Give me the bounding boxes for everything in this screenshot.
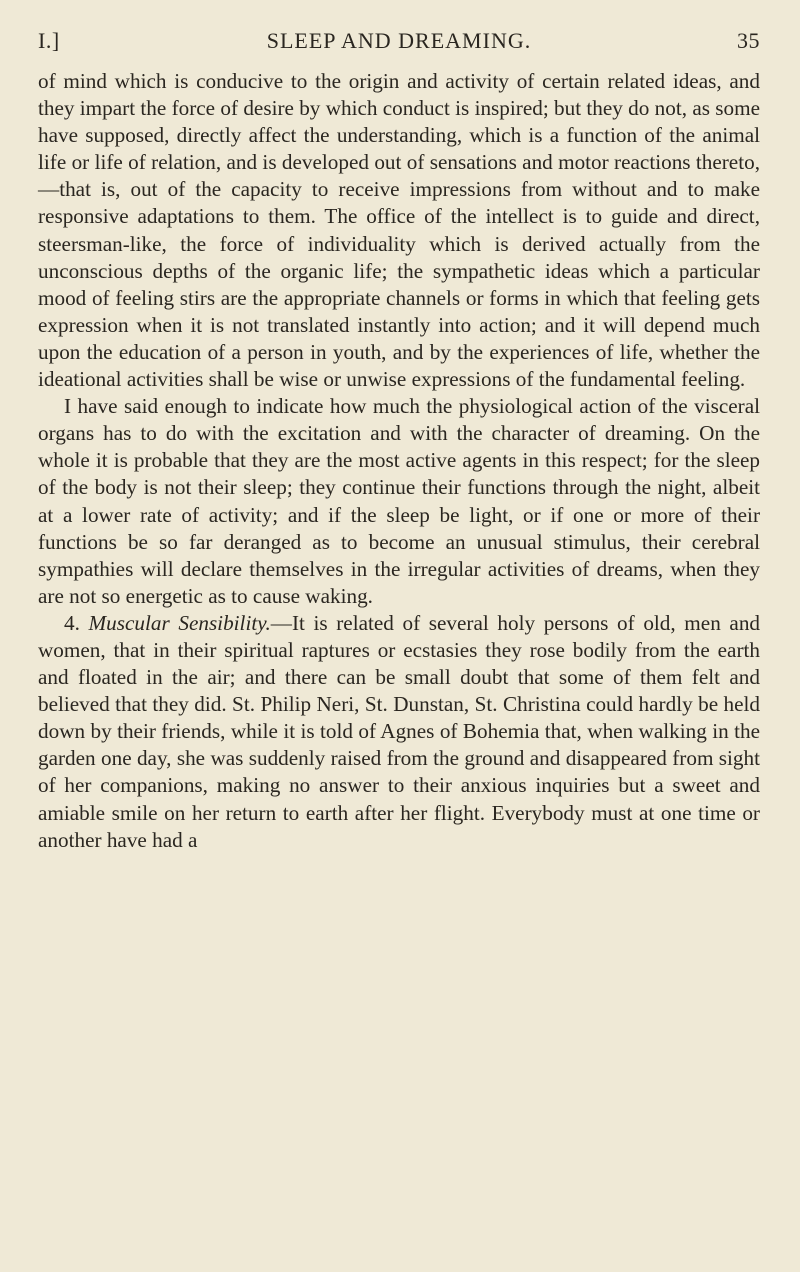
- section-number: 4.: [64, 610, 80, 635]
- section-heading: Muscular Sensibility.: [88, 610, 271, 635]
- running-title: SLEEP AND DREAMING.: [266, 28, 532, 53]
- paragraph-continuation: [38, 68, 760, 393]
- page-number: 35: [737, 28, 760, 53]
- paragraph-text: I have said enough to indicate how much the physiological action of the visceral organs has to do with the excitation and with the character of dreaming. On the whole it is probable that they are the most active agents in this respect; for the sleep of the body is not their sleep; they continue their functions through the night, albeit at a lower rate of activity; and if the sleep be light, or if one or more of their functions be so far deranged as to become an unusual stimulus, their cerebral sympathies will declare themselves in the irregular activities of dreams, when they are not so energetic as to cause waking.: [38, 394, 760, 608]
- paragraph-muscular-sensibility: [38, 610, 760, 854]
- paragraph-visceral-organs: [38, 393, 760, 610]
- running-header: [38, 28, 760, 62]
- chapter-marker: I.]: [38, 28, 60, 53]
- paragraph-text: of mind which is conducive to the origin and activity of certain related ideas, and they impart the force of desire by which conduct is inspired; but they do not, as some have supposed, directly affect the understanding, which is a function of the animal life or life of relation, and is developed out of sensations and motor reactions thereto,—that is, out of the capacity to receive impressions from without and to make responsive adaptations to them. The office of the intellect is to guide and direct, steersman-like, the force of individuality which is derived actually from the unconscious depths of the organic life; the sympathetic ideas which a particular mood of feeling stirs are the appropriate channels or forms in which that feeling gets expression when it is not translated instantly into action; and it will depend much upon the education of a person in youth, and by the experiences of life, whether the ideational activities shall be wise or unwise expressions of the fundamental feeling.: [38, 69, 760, 392]
- paragraph-text: —It is related of several holy persons of old, men and women, that in their spiritual raptures or ecstasies they rose bodily from the earth and floated in the air; and there can be small doubt that some of them felt and believed that they did. St. Philip Neri, St. Dunstan, St. Christina could hardly be held down by their friends, while it is told of Agnes of Bohemia that, when walking in the garden one day, she was suddenly raised from the ground and disappeared from sight of her companions, making no answer to their anxious inquiries but a sweet and amiable smile on her return to earth after her flight. Everybody must at one time or another have had a: [38, 610, 761, 852]
- body-text: [38, 68, 760, 854]
